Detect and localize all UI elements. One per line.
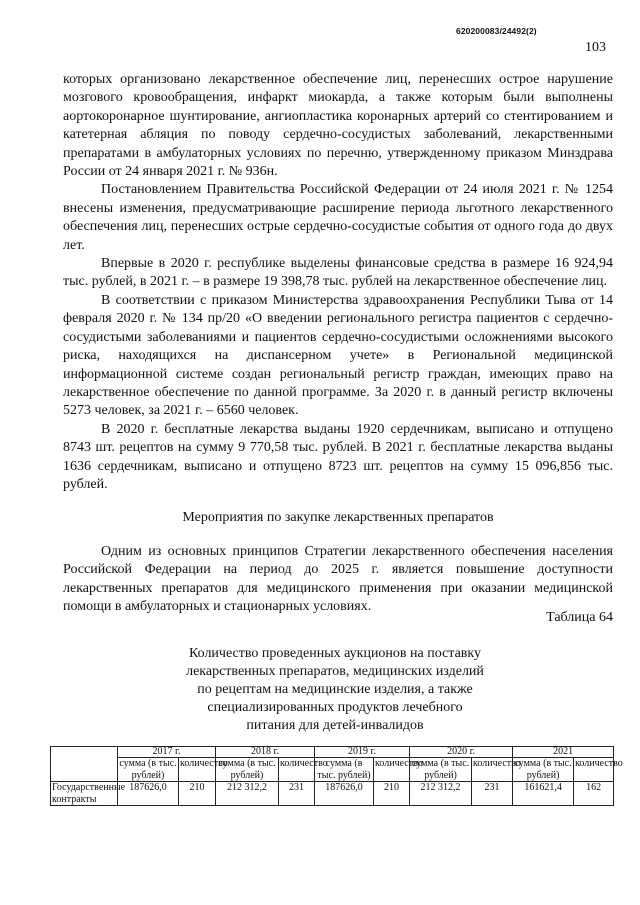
table-cell: 162 xyxy=(574,782,614,806)
table-cell: 187626,0 xyxy=(118,782,179,806)
count-header: количество xyxy=(279,758,315,782)
table-subheader-row xyxy=(51,758,614,782)
table-cell: 210 xyxy=(179,782,216,806)
auctions-table xyxy=(50,746,623,806)
section-intro xyxy=(63,543,613,617)
year-header: 2018 г. xyxy=(216,747,315,758)
table-cell: 212 312,2 xyxy=(216,782,279,806)
year-header: 2017 г. xyxy=(118,747,216,758)
count-header: количество xyxy=(472,758,513,782)
document-id: 620200083/24492(2) xyxy=(456,26,537,36)
table-cell: 231 xyxy=(472,782,513,806)
year-header: 2021 xyxy=(513,747,614,758)
section-paragraph: Одним из основных принципов Стратегии лекарственного обеспечения населения Российской Федерации на период до 2025 г. является повышение доступности лекарственных препаратов для медицинского применения при оказании медицинской помощи в амбулаторных и стационарных условиях. xyxy=(63,544,613,615)
paragraph-1: которых организовано лекарственное обеспечение лиц, перенесших острое нарушение мозгового кровообращения, инфаркт миокарда, а также которым были выполнены аортокоронарное шунтирование, ангиопластика коронарных артерий со стентированием и катетерная абляция по поводу сердечно-сосудистых заболеваний, лекарственными препаратами в амбулаторных условиях по перечню, утвержденному приказом Минздрава России от 24 января 2021 г. № 936н. xyxy=(63,72,613,180)
table-cell: 161621,4 xyxy=(513,782,574,806)
count-header: количество xyxy=(374,758,410,782)
sum-header: сумма (в тыс. рублей) xyxy=(119,758,177,781)
row-label: Государственные контракты xyxy=(52,782,126,805)
table-title-line: питания для детей-инвалидов xyxy=(246,718,424,733)
sum-header: сумма (в тыс. рублей) xyxy=(514,758,572,781)
year-header: 2019 г. xyxy=(315,747,410,758)
paragraph-4: В соответствии с приказом Министерства здравоохранения Республики Тыва от 14 февраля 2020 г. № 134 пр/20 «О введении регионального регистра пациентов с сердечно-сосудистыми заболеваниями и пациентов сердечно-сосудистыми осложнениями высокого риска, находящихся на диспансерном учете» в Региональной медицинской информационной системе создан региональный регистр граждан, имеющих право на лекарственное обеспечение по данной программе. За 2020 г. в данный регистр включены 5273 человек, за 2021 г. – 6560 человек. xyxy=(63,292,613,419)
table-label: Таблица 64 xyxy=(546,610,613,625)
sum-header: сумма (в тыс. рублей) xyxy=(410,758,472,782)
body-text xyxy=(63,71,613,494)
sum-header: сумма (в тыс. рублей) xyxy=(315,758,374,782)
table-cell: 231 xyxy=(279,782,315,806)
paragraph-5: В 2020 г. бесплатные лекарства выданы 1920 сердечникам, выписано и отпущено 8743 шт. рецептов на сумму 9 770,58 тыс. рублей. В 2021 г. бесплатные лекарства выданы 1636 сердечникам, выписано и отпущено 8723 шт. рецептов на сумму 15 096,856 тыс. рублей. xyxy=(63,421,613,492)
paragraph-2: Постановлением Правительства Российской Федерации от 24 июля 2021 г. № 1254 внесены изменения, предусматривающие расширение периода льготного лекарственного обеспечения лиц, перенесших острые сердечно-сосудистые события от одного года до двух лет. xyxy=(63,182,613,253)
table-cell: 210 xyxy=(374,782,410,806)
section-heading: Мероприятия по закупке лекарственных препаратов xyxy=(182,510,494,525)
count-header: количество xyxy=(574,758,614,782)
table-cell: 187626,0 xyxy=(315,782,374,806)
table-title-line: Количество проведенных аукционов на поставку xyxy=(188,646,482,661)
table-corner-cell xyxy=(51,747,118,782)
table-title-line: лекарственных препаратов, медицинских изделий xyxy=(186,664,484,679)
page-number: 103 xyxy=(585,40,606,55)
paragraph-3: Впервые в 2020 г. республике выделены финансовые средства в размере 16 924,94 тыс. рублей, в 2021 г. – в размере 19 398,78 тыс. рублей на лекарственное обеспечение лиц. xyxy=(63,256,613,290)
year-header: 2020 г. xyxy=(410,747,513,758)
count-header: количество xyxy=(179,758,216,782)
table-title-line: по рецептам на медицинские изделия, а также xyxy=(197,682,473,697)
table-year-row xyxy=(51,747,614,758)
sum-header: сумма (в тыс. рублей) xyxy=(216,758,279,782)
table-row xyxy=(51,782,614,806)
table-title xyxy=(140,645,530,735)
table-cell: 212 312,2 xyxy=(410,782,472,806)
table-title-line: специализированных продуктов лечебного xyxy=(207,700,463,715)
